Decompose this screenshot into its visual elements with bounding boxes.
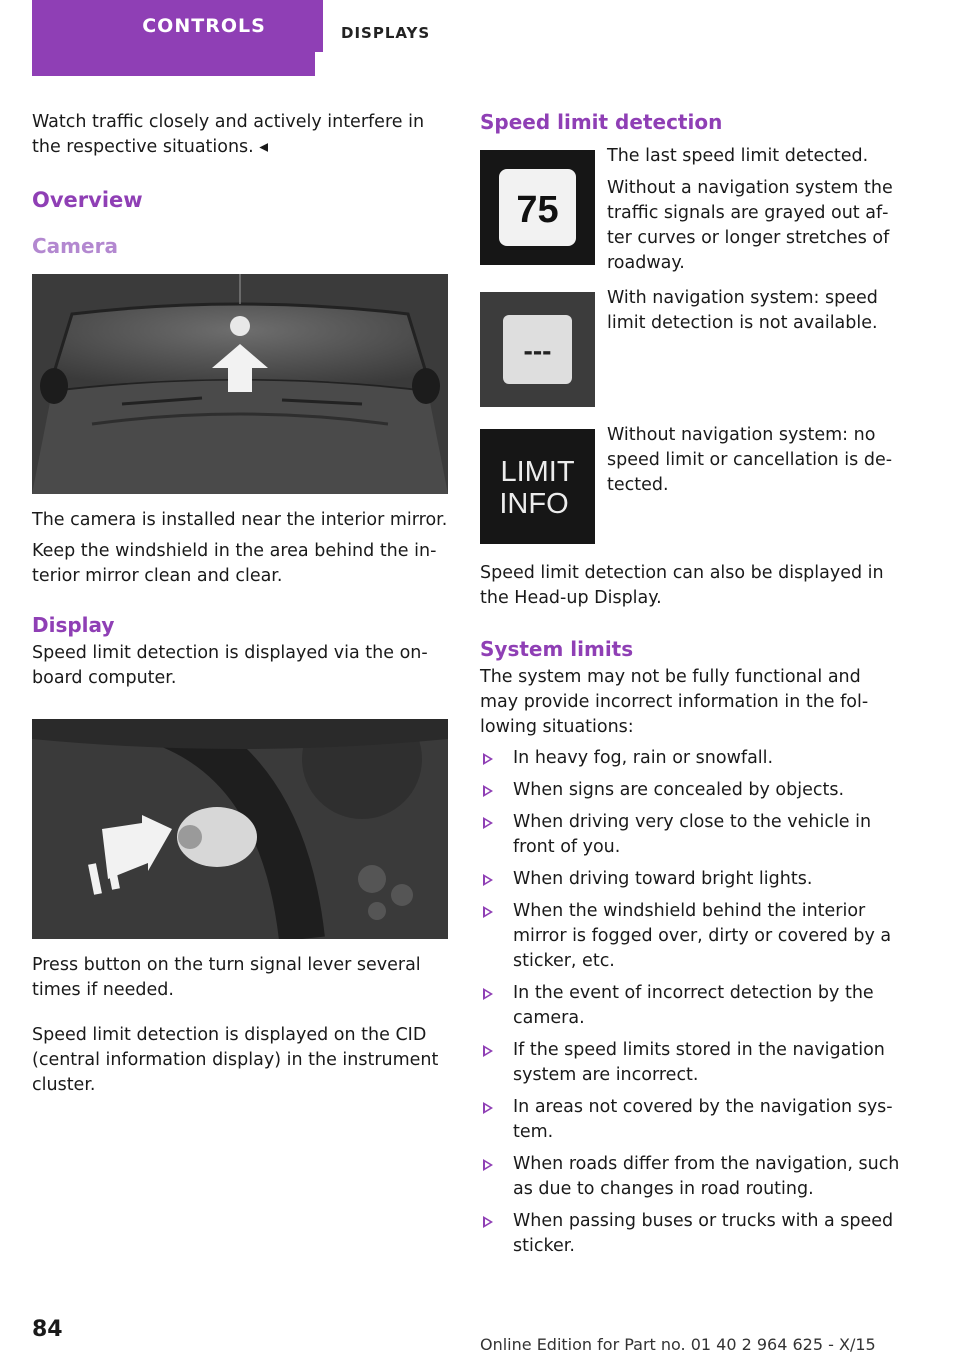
tab-controls-label: CONTROLS [85, 0, 323, 52]
list-item-text: When signs are concealed by objects. [513, 780, 845, 800]
tab-displays[interactable]: DISPLAYS [341, 24, 431, 42]
symbol1-text-2: Without a navigation system the traffic signals are grayed out after curves or longer stretches of roadway. [607, 178, 893, 273]
left-column [32, 110, 448, 1098]
page-number: 84 [32, 1317, 63, 1342]
camera-location-text: The camera is installed near the interior mirror. [32, 510, 448, 530]
system-limits-intro: The system may not be fully functional and may provide incorrect information in the following situations: [480, 667, 869, 737]
symbol2-text: With navigation system: speed limit detection is not available. [607, 288, 878, 333]
list-item-text: When passing buses or trucks with a speed sticker. [513, 1211, 894, 1256]
hud-paragraph: Speed limit detection can also be displayed in the Head-up Display. [480, 563, 884, 608]
list-item [480, 1095, 900, 1145]
list-item-text: If the speed limits stored in the navigation system are incorrect. [513, 1040, 885, 1085]
system-limits-heading: System limits [480, 637, 634, 661]
triangle-bullet-icon [483, 874, 493, 886]
list-item [480, 1152, 900, 1202]
dashes-text: --- [523, 335, 552, 366]
list-item-text: In heavy fog, rain or snowfall. [513, 748, 774, 768]
edition-footer: Online Edition for Part no. 01 40 2 964 625 - X/15 [480, 1335, 876, 1354]
list-item [480, 899, 900, 974]
camera-heading: Camera [32, 234, 118, 258]
list-item [480, 1209, 900, 1259]
speed-limit-detection-heading: Speed limit detection [480, 110, 723, 134]
symbol-row-speed [480, 146, 900, 276]
triangle-bullet-icon [483, 1159, 493, 1171]
triangle-bullet-icon [483, 988, 493, 1000]
overview-heading: Overview [32, 188, 143, 212]
list-item [480, 981, 900, 1031]
limit-info-icon [480, 429, 595, 544]
speed-value-text: 75 [516, 189, 559, 231]
triangle-bullet-icon [483, 753, 493, 765]
triangle-bullet-icon [483, 1102, 493, 1114]
list-item-text: In areas not covered by the navigation system. [513, 1097, 893, 1142]
display-paragraph: Speed limit detection is displayed via the onboard computer. [32, 643, 428, 688]
list-item [480, 778, 900, 803]
speed-limit-unavailable-icon [480, 292, 595, 407]
triangle-bullet-icon [483, 906, 493, 918]
list-item [480, 810, 900, 860]
symbol3-text: Without navigation system: no speed limit or cancellation is detected. [607, 425, 893, 495]
system-limits-list [480, 746, 900, 1259]
windshield-camera-photo [32, 274, 448, 494]
cid-display-text: Speed limit detection is displayed on the CID (central information display) in the instrument cluster. [32, 1025, 439, 1095]
limit-line1-text: LIMIT [500, 456, 575, 488]
list-item [480, 746, 900, 771]
turn-signal-lever-photo [32, 719, 448, 939]
intro-paragraph: Watch traffic closely and actively interfere in the respective situations. ◂ [32, 112, 425, 157]
limit-line2-text: INFO [499, 488, 569, 520]
windshield-clean-text: Keep the windshield in the area behind the interior mirror clean and clear. [32, 541, 437, 586]
list-item-text: When roads differ from the navigation, such as due to changes in road routing. [513, 1154, 900, 1199]
right-column [480, 110, 900, 1266]
triangle-bullet-icon [483, 785, 493, 797]
symbol1-text-1: The last speed limit detected. [607, 146, 869, 166]
list-item-text: When driving very close to the vehicle in front of you. [513, 812, 872, 857]
symbol-row-dashes [480, 288, 900, 407]
triangle-bullet-icon [483, 1045, 493, 1057]
windshield-illustration [32, 274, 448, 494]
list-item-text: When driving toward bright lights. [513, 869, 813, 889]
tab-controls[interactable] [32, 0, 315, 76]
press-button-text: Press button on the turn signal lever several times if needed. [32, 955, 421, 1000]
lever-illustration [32, 719, 448, 939]
list-item [480, 1038, 900, 1088]
list-item [480, 867, 900, 892]
list-item-text: When the windshield behind the interior mirror is fogged over, dirty or covered by a sticker, etc. [513, 901, 892, 971]
symbol-row-limit-info [480, 425, 900, 544]
display-heading: Display [32, 613, 115, 637]
list-item-text: In the event of incorrect detection by the camera. [513, 983, 874, 1028]
speed-limit-75-icon [480, 150, 595, 265]
triangle-bullet-icon [483, 817, 493, 829]
triangle-bullet-icon [483, 1216, 493, 1228]
